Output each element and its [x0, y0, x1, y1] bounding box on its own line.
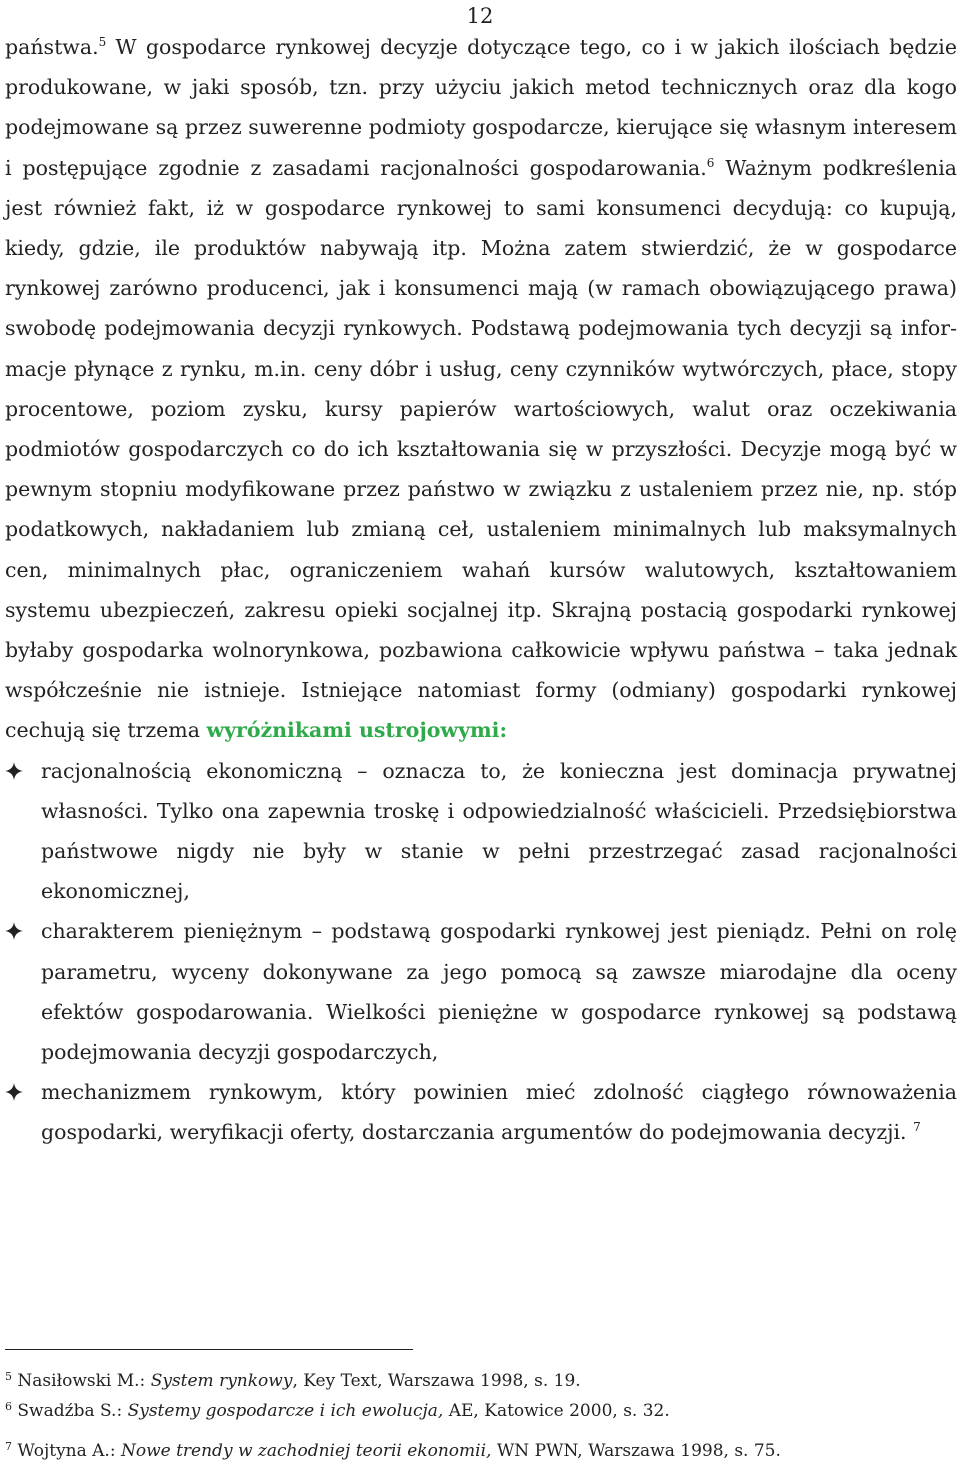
text-segment: Ważnym podkreślenia jest również fakt, iż w gospodarce rynkowej to sami konsumenci decydują: co kupują, kiedy, gdzie, ile produktów nabywają itp. Można zatem stwierdzić, że w gospodarce rynkowej zarówno producenci, jak i konsumenci mają (w ramach obowiązującego prawa) swobodę podejmowania decyzji rynkowych. Podstawą podejmowania tych decyzji są informacje płynące z rynku, m.in. ceny dóbr i usług, ceny czynników wytwórczych, płace, stopy procentowe, poziom zysku, kursy papierów wartościowych, walut oraz oczekiwania podmiotów gospodarczych co do ich kształtowania się w przyszłości. Decyzje mogą być w pewnym stopniu modyfikowane przez państwo w związku z ustaleniem przez nie, np. stóp podatkowych, nakładaniem lub zmianą ceł, ustaleniem minimalnych lub maksymalnych cen, minimalnych płac, ograniczeniem wahań kursów walutowych, kształtowaniem systemu ubezpieczeń, zakresu opieki socjalnej itp. Skrajną postacią gospodarki rynkowej byłaby gospodarka wolnorynkowa, pozbawiona całkowicie wpływu państwa – taka jednak współcześnie nie istnieje. Istniejące natomiast formy (odmiany) gospodarki rynkowej cechują się trzema — [5, 155, 957, 743]
footnote-number: 6 — [5, 1400, 12, 1413]
list-item-text: racjonalnością ekonomiczną – oznacza to, że konieczna jest dominacja prywatnej własności. Tylko ona zapewnia troskę i odpowiedzialność właścicieli. Przedsiębiorstwa państwowe nigdy nie były w stanie w pełni przestrzegać zasad racjonalności ekonomicznej, — [41, 758, 957, 904]
four-pointed-star-icon — [5, 1083, 23, 1101]
four-pointed-star-icon — [5, 922, 23, 940]
footnote-separator — [5, 1349, 413, 1350]
footnote-number: 7 — [5, 1440, 12, 1453]
footnote-7 — [5, 1436, 945, 1466]
footnote-rest: , Key Text, Warszawa 1998, s. 19. — [292, 1371, 581, 1391]
footnote-number: 5 — [5, 1370, 12, 1383]
footnote-author: Nasiłowski M.: — [17, 1371, 151, 1391]
highlight-colon: : — [499, 718, 508, 743]
list-item — [5, 751, 957, 912]
text-segment: W gospodarce rynkowej decyzje dotyczące tego, co i w jakich ilościach będzie produkowane, w jaki sposób, tzn. przy użyciu jakich metod technicznych oraz dla kogo podejmowane są przez suwerenne podmioty gospodarcze, kierujące się własnym interesem i postępujące zgodnie z zasadami racjonalności gospodarowania. — [5, 35, 957, 180]
footnote-6 — [5, 1396, 945, 1426]
list-item — [5, 911, 957, 1072]
footnote-author: Wojtyna A.: — [17, 1441, 121, 1461]
features-list — [5, 751, 957, 1153]
four-pointed-star-icon — [5, 762, 23, 780]
main-text — [5, 27, 957, 1153]
footnote-5 — [5, 1366, 945, 1396]
footnote-title: System rynkowy — [150, 1371, 293, 1391]
footnote-title: Nowe trendy w zachodniej teorii ekonomii, — [120, 1441, 492, 1461]
list-item — [5, 1072, 957, 1152]
footnote-ref-7: 7 — [913, 1120, 921, 1135]
footnote-author: Swadźba S.: — [17, 1401, 128, 1421]
footnote-rest: WN PWN, Warszawa 1998, s. 75. — [491, 1441, 781, 1461]
text-segment: państwa. — [5, 35, 99, 59]
list-item-text: mechanizmem rynkowym, który powinien mieć zdolność ciągłego równoważenia gospodarki, weryfikacji oferty, dostarczania argumentów do podejmowania decyzji. — [41, 1080, 957, 1145]
footnote-ref-5: 5 — [98, 35, 107, 49]
footnote-title: Systemy gospodarcze i ich ewolucja, — [127, 1401, 444, 1421]
footnotes — [5, 1366, 945, 1466]
list-item-text: charakterem pieniężnym – podstawą gospodarki rynkowej jest pieniądz. Pełni on rolę parametru, wyceny dokonywane za jego pomocą są zawsze miarodajne dla oceny efektów gospodarowania. Wielkości pieniężne w gospodarce rynkowej są podstawą podejmowania decyzji gospodarczych, — [41, 919, 957, 1065]
highlighted-term: wyróżnikami ustrojowymi — [206, 718, 500, 743]
footnote-rest: AE, Katowice 2000, s. 32. — [443, 1401, 670, 1421]
footnote-ref-6: 6 — [706, 155, 715, 170]
page-number: 12 — [466, 4, 494, 28]
main-paragraph — [5, 27, 957, 751]
